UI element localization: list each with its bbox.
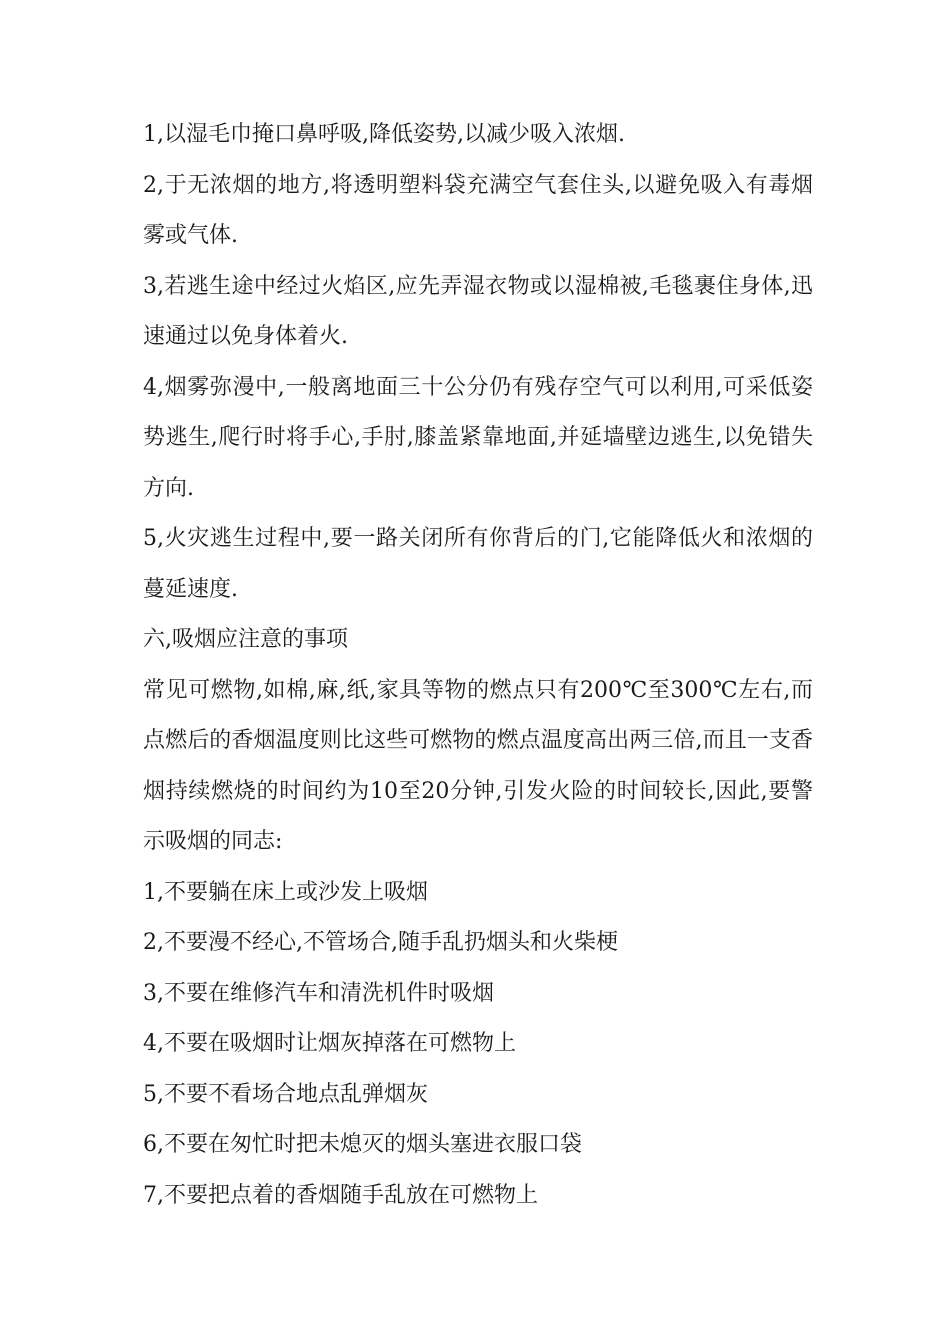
paragraph-escape-tip-2: 2,于无浓烟的地方,将透明塑料袋充满空气套住头,以避免吸入有毒烟雾或气体. [143, 172, 813, 248]
smoking-rule-5: 5,不要不看场合地点乱弹烟灰 [143, 1081, 428, 1107]
paragraph-escape-tip-4: 4,烟雾弥漫中,一般离地面三十公分仍有残存空气可以利用,可采低姿势逃生,爬行时将手心,手肘,膝盖紧靠地面,并延墙壁边逃生,以免错失方向. [143, 374, 813, 501]
smoking-rule-3: 3,不要在维修汽车和清洗机件时吸烟 [143, 980, 494, 1006]
smoking-rule-4: 4,不要在吸烟时让烟灰掉落在可燃物上 [143, 1031, 516, 1056]
section-heading-smoking: 六,吸烟应注意的事项 [143, 627, 348, 652]
paragraph-escape-tip-3: 3,若逃生途中经过火焰区,应先弄湿衣物或以湿棉被,毛毯裹住身体,迅速通过以免身体着火. [143, 273, 813, 349]
paragraph-smoking-intro: 常见可燃物,如棉,麻,纸,家具等物的燃点只有200℃至300℃左右,而点燃后的香烟温度则比这些可燃物的燃点温度高出两三倍,而且一支香烟持续燃烧的时间约为10至20分钟,引发火险的时间较长,因此,要警示吸烟的同志: [143, 677, 813, 854]
paragraph-escape-tip-1: 1,以湿毛巾掩口鼻呼吸,降低姿势,以减少吸入浓烟. [143, 122, 625, 147]
smoking-rule-7: 7,不要把点着的香烟随手乱放在可燃物上 [143, 1182, 538, 1208]
smoking-rule-6: 6,不要在匆忙时把未熄灭的烟头塞进衣服口袋 [143, 1132, 582, 1157]
paragraph-escape-tip-5: 5,火灾逃生过程中,要一路关闭所有你背后的门,它能降低火和浓烟的蔓延速度. [143, 526, 813, 602]
document-body [143, 110, 813, 1221]
smoking-rule-1: 1,不要躺在床上或沙发上吸烟 [143, 879, 428, 905]
smoking-rule-2: 2,不要漫不经心,不管场合,随手乱扔烟头和火柴梗 [143, 930, 618, 955]
